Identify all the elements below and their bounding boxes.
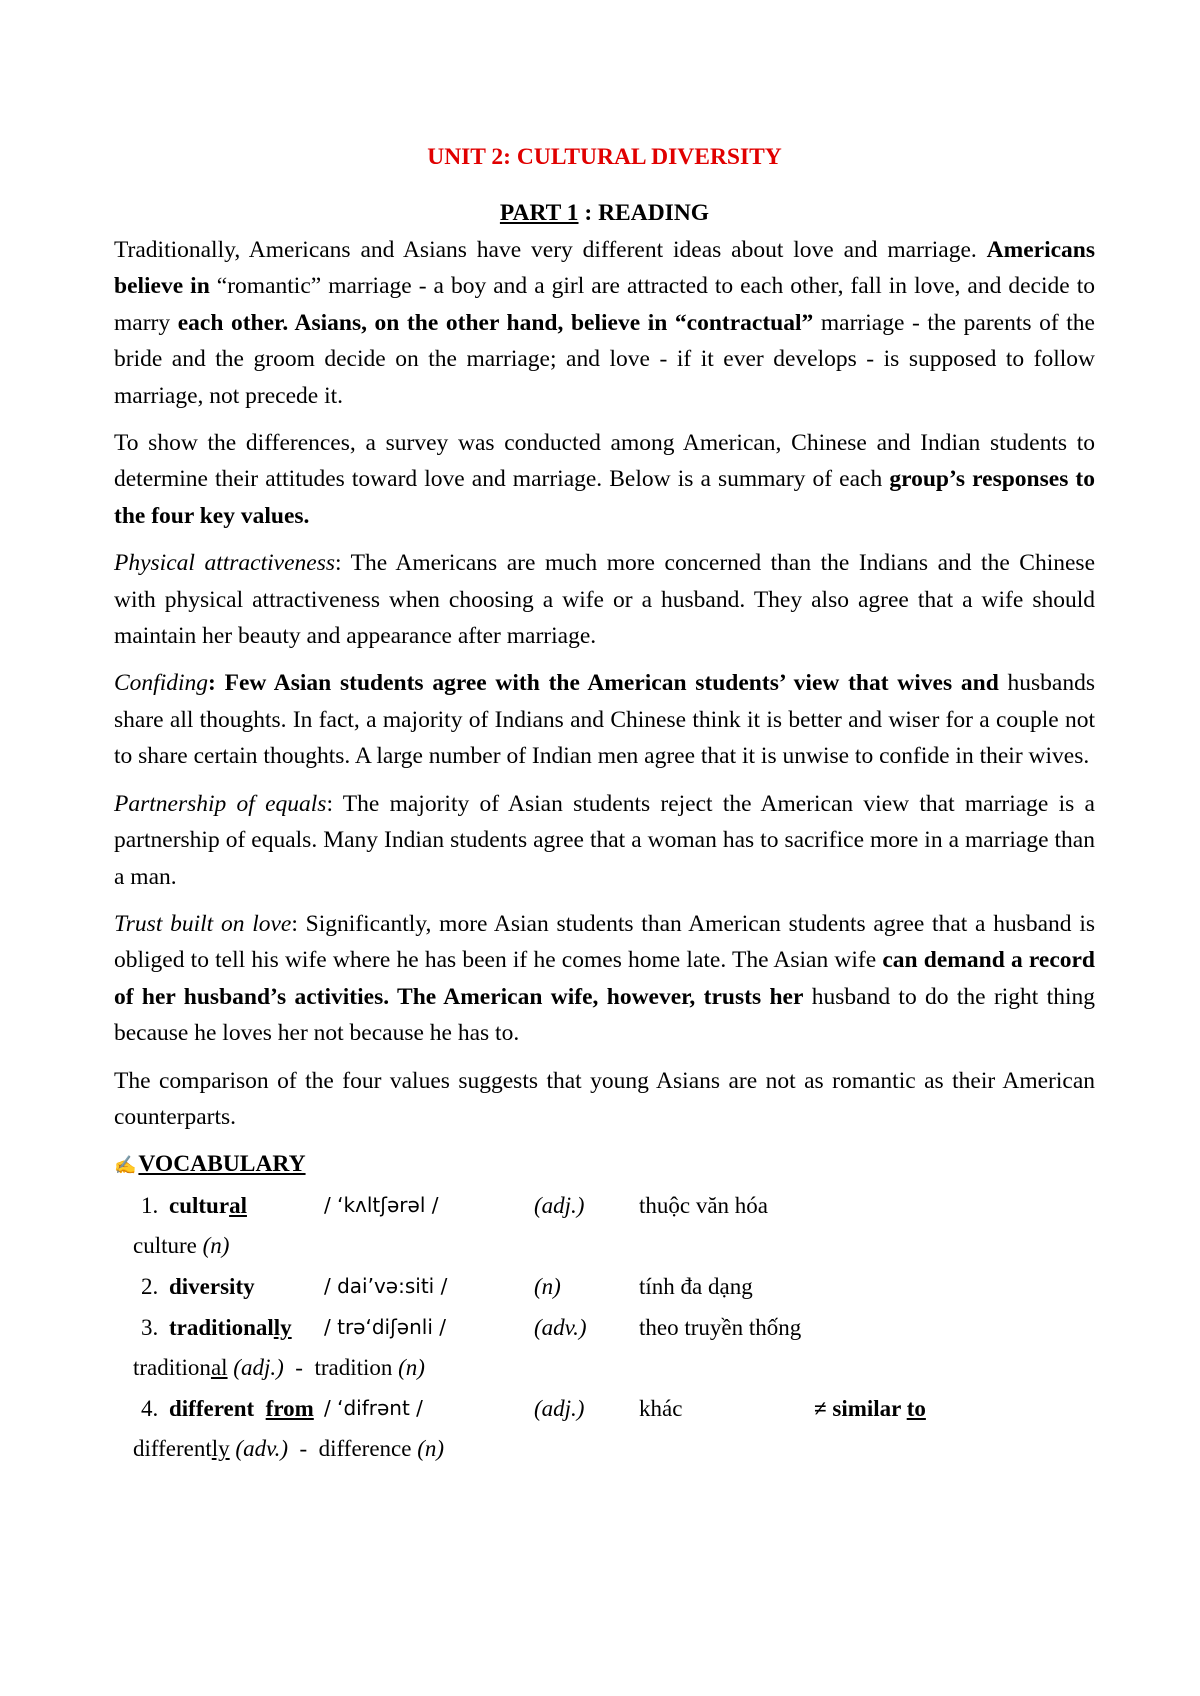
antonym-word: ≠ similar <box>814 1396 907 1422</box>
text-run: Americans believe in <box>114 237 1095 300</box>
vocab-number: 2. <box>141 1274 159 1300</box>
text-run: can demand a record of her husband’s activities. The American wife, however, trusts her <box>114 947 1095 1010</box>
derivative-suffix: ly <box>211 1436 230 1462</box>
value-term: Partnership of equals <box>114 790 327 817</box>
reading-paragraph-2 <box>114 425 1095 534</box>
derivative-suffix: al <box>210 1355 228 1381</box>
derivative-separator: - <box>287 1436 319 1462</box>
derivative-pos: (adj.) <box>227 1355 284 1381</box>
derivative-pos: (adv.) <box>229 1436 288 1462</box>
text-run: group’s responses to the four key values. <box>114 466 1095 529</box>
vocab-item <box>114 1185 1095 1226</box>
vocab-number: 4. <box>141 1396 159 1422</box>
vocab-pronunciation: / ‘kʌltʃərəl / <box>324 1193 439 1218</box>
value-term: Confiding <box>114 670 209 697</box>
vocab-item <box>114 1266 1095 1307</box>
reading-paragraph-confiding <box>114 665 1095 774</box>
reading-paragraph-1 <box>114 232 1095 414</box>
vocab-meaning: theo truyền thống <box>639 1315 802 1341</box>
vocab-number: 1. <box>141 1193 159 1219</box>
part-label: PART 1 <box>499 200 579 226</box>
word-preposition: from <box>265 1396 314 1422</box>
vocab-meaning: tính đa dạng <box>639 1274 753 1300</box>
vocab-derivatives <box>114 1429 1095 1469</box>
unit-title: UNIT 2: CULTURAL DIVERSITY <box>427 144 782 170</box>
word-suffix: al <box>229 1193 247 1219</box>
vocabulary-label: VOCABULARY <box>138 1151 306 1178</box>
vocab-part-of-speech: (adv.) <box>534 1315 587 1341</box>
vocab-word: diversity <box>169 1274 255 1300</box>
derivative-pos: (n) <box>392 1355 425 1381</box>
derivative-separator: - <box>283 1355 315 1381</box>
vocab-pronunciation: / trə‘diʃənli / <box>324 1315 446 1340</box>
word-stem: different <box>169 1396 255 1422</box>
derivative-stem: different <box>133 1436 212 1462</box>
text-run: : Few Asian students agree with the American students’ view that wives and <box>208 670 999 697</box>
vocab-meaning: khác <box>639 1396 683 1422</box>
text-run: marriage - the parents of the bride and the groom decide on the marriage; and love - if it ever develops - is supposed to follow marriage, not precede it. <box>114 309 1095 409</box>
reading-paragraph-partnership-of-equals <box>114 786 1095 895</box>
vocab-derivatives <box>114 1226 1095 1266</box>
value-term: Trust built on love <box>114 910 292 937</box>
vocab-word <box>169 1388 314 1429</box>
value-term: Physical attractiveness <box>114 550 335 577</box>
derivative-word: difference <box>318 1436 412 1462</box>
word-stem: traditional <box>169 1315 274 1341</box>
text-run: : The majority of Asian students reject the American view that marriage is a partnership of equals. Many Indian students agree that a woman has to sacrifice more in a marriage than a man. <box>114 790 1095 890</box>
writing-hand-icon: ✍ <box>114 1155 137 1176</box>
text-run: “romantic” marriage - a boy and a girl are attracted to each other, fall in love, and decide to marry <box>114 273 1095 336</box>
derivative-word: culture <box>133 1233 197 1259</box>
vocab-number: 3. <box>141 1315 159 1341</box>
vocab-word <box>169 1307 292 1348</box>
text-run: : Significantly, more Asian students than American students agree that a husband is obliged to tell his wife where he has been if he comes home late. The Asian wife <box>114 910 1095 974</box>
derivative-word: tradition <box>314 1355 393 1381</box>
derivative-pos: (n) <box>411 1436 445 1462</box>
document-page <box>114 140 1095 1469</box>
vocab-part-of-speech: (adj.) <box>534 1193 585 1219</box>
part-title: : READING <box>578 200 710 226</box>
reading-paragraph-conclusion: The comparison of the four values suggests that young Asians are not as romantic as their American counterparts. <box>114 1067 1095 1130</box>
text-run: Traditionally, Americans and Asians have very different ideas about love and marriage. <box>114 237 987 263</box>
derivative-pos: (n) <box>196 1233 230 1259</box>
vocab-part-of-speech: (n) <box>534 1274 561 1300</box>
vocab-antonym <box>814 1388 926 1429</box>
vocab-word <box>169 1185 247 1226</box>
reading-paragraph-trust-built-on-love <box>114 906 1095 1052</box>
word-suffix: ly <box>273 1315 292 1341</box>
antonym-preposition: to <box>906 1396 926 1422</box>
vocab-pronunciation: / dai’və:siti / <box>324 1274 448 1299</box>
vocab-item <box>114 1388 1095 1429</box>
vocab-part-of-speech: (adj.) <box>534 1396 585 1422</box>
derivative-stem: tradition <box>133 1355 211 1381</box>
vocab-derivatives <box>114 1348 1095 1388</box>
text-run: : The Americans are much more concerned than the Indians and the Chinese with physical attractiveness when choosing a wife or a husband. They also agree that a wife should maintain her beauty and appearance after marriage. <box>114 550 1095 650</box>
vocabulary-heading <box>114 1146 1095 1183</box>
part-heading <box>114 196 1095 230</box>
vocab-meaning: thuộc văn hóa <box>639 1193 769 1219</box>
text-run: husband to do the right thing because he loves her not because he has to. <box>114 983 1095 1047</box>
vocab-pronunciation: / ‘difrənt / <box>324 1396 423 1421</box>
vocab-item <box>114 1307 1095 1348</box>
text-run: each other. Asians, on the other hand, believe in “contractual” <box>177 309 814 336</box>
text-run: To show the differences, a survey was conducted among American, Chinese and Indian students to determine their attitudes toward love and marriage. Below is a summary of each <box>114 430 1095 493</box>
text-run: husbands share all thoughts. In fact, a majority of Indians and Chinese think it is better and wiser for a couple not to share certain thoughts. A large number of Indian men agree that it is unwise to confide in their wives. <box>114 670 1095 770</box>
reading-paragraph-physical-attractiveness <box>114 545 1095 654</box>
word-stem: cultur <box>169 1193 230 1219</box>
